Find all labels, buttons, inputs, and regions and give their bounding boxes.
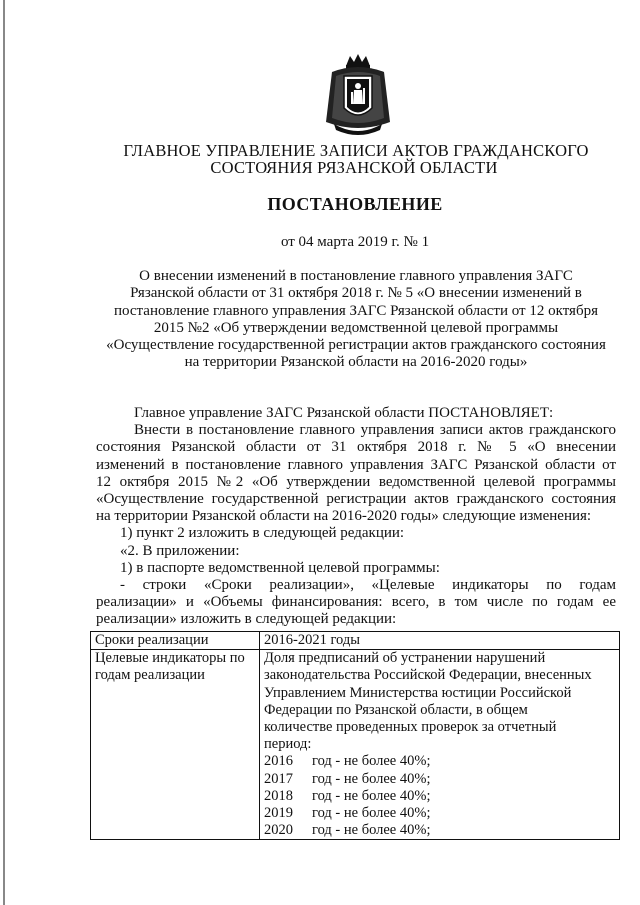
body-item: реализации» изложить в следующей редакции: <box>96 611 397 628</box>
indicator-line: период: <box>264 736 312 753</box>
body-line: на территории Рязанской области на 2016-2020 годы» следующие изменения: <box>96 508 592 525</box>
program-table <box>90 631 620 840</box>
year: 2020 <box>264 822 293 839</box>
year: 2016 <box>264 753 293 770</box>
document-subject <box>96 268 616 372</box>
year-target <box>264 805 615 822</box>
agency-name <box>0 142 640 176</box>
agency-line-1: ГЛАВНОЕ УПРАВЛЕНИЕ ЗАПИСИ АКТОВ ГРАЖДАНСКОГО <box>123 141 589 160</box>
agency-line-2: СОСТОЯНИЯ РЯЗАНСКОЙ ОБЛАСТИ <box>210 158 498 177</box>
year: 2017 <box>264 770 293 787</box>
body-item: 1) пункт 2 изложить в следующей редакции: <box>120 525 405 542</box>
table-row <box>91 632 620 650</box>
indicator-line: законодательства Российской Федерации, внесенных <box>264 667 592 684</box>
body-line: «Осуществление государственной регистрации актов гражданского состояния <box>96 491 616 508</box>
table-cell-value: 2016-2021 годы <box>260 632 620 650</box>
subject-line: Рязанской области от 31 октября 2018 г. № 5 «О внесении изменений в <box>130 285 582 302</box>
indicator-line: количестве проведенных проверок за отчетный <box>264 719 557 736</box>
body-line: 12 октября 2015 №2 «Об утверждении ведомственной целевой программы <box>96 473 616 490</box>
document-body <box>96 405 616 629</box>
subject-line: на территории Рязанской области на 2016-2020 годы» <box>184 354 528 371</box>
preamble: Главное управление ЗАГС Рязанской области ПОСТАНОВЛЯЕТ: <box>134 405 554 421</box>
body-item: «2. В приложении: <box>120 542 240 559</box>
year-target <box>264 788 615 805</box>
subject-line: 2015 №2 «Об утверждении ведомственной целевой программы <box>153 319 559 336</box>
document-type: ПОСТАНОВЛЕНИЕ <box>267 194 443 214</box>
body-line: Внести в постановление главного управления записи актов гражданского <box>134 422 616 439</box>
indicator-line: Управлением Министерства юстиции Российской <box>264 684 572 701</box>
year-target-text: год - не более 40%; <box>312 787 431 804</box>
body-item: реализации» и «Объемы финансирования: всего, в том числе по годам ее <box>96 594 616 611</box>
indicator-line: Доля предписаний об устранении нарушений <box>264 650 546 667</box>
table-cell-label: Сроки реализации <box>91 632 260 650</box>
table-cell-value <box>260 650 620 840</box>
subject-line: О внесении изменений в постановление главного управления ЗАГС <box>139 268 573 284</box>
year-target-text: год - не более 40%; <box>312 753 431 770</box>
document-date: от 04 марта 2019 г. № 1 <box>280 234 430 250</box>
year-target <box>264 753 615 770</box>
coat-of-arms-icon <box>320 52 396 136</box>
year-target-text: год - не более 40%; <box>312 822 431 839</box>
year: 2018 <box>264 787 293 804</box>
indicator-line: Федерации по Рязанской области, в общем <box>264 701 528 718</box>
subject-line: постановление главного управления ЗАГС Рязанской области от 12 октября <box>113 302 598 319</box>
body-item: 1) в паспорте ведомственной целевой программы: <box>120 559 440 576</box>
subject-line: «Осуществление государственной регистрации актов гражданского состояния <box>106 337 606 354</box>
year: 2019 <box>264 805 293 822</box>
body-item: - строки «Сроки реализации», «Целевые индикаторы по годам <box>120 577 616 594</box>
table-cell-label: Целевые индикаторы по годам реализации <box>91 650 260 840</box>
year-target-text: год - не более 40%; <box>312 770 431 787</box>
body-line: состояния Рязанской области от 31 октября 2018 г. № 5 «О внесении <box>96 439 616 456</box>
body-line: изменений в постановление главного управления ЗАГС Рязанской области от <box>96 456 616 473</box>
scan-border <box>3 0 5 905</box>
year-target <box>264 822 615 839</box>
table-row <box>91 650 620 840</box>
year-target <box>264 771 615 788</box>
year-target-text: год - не более 40%; <box>312 805 431 822</box>
